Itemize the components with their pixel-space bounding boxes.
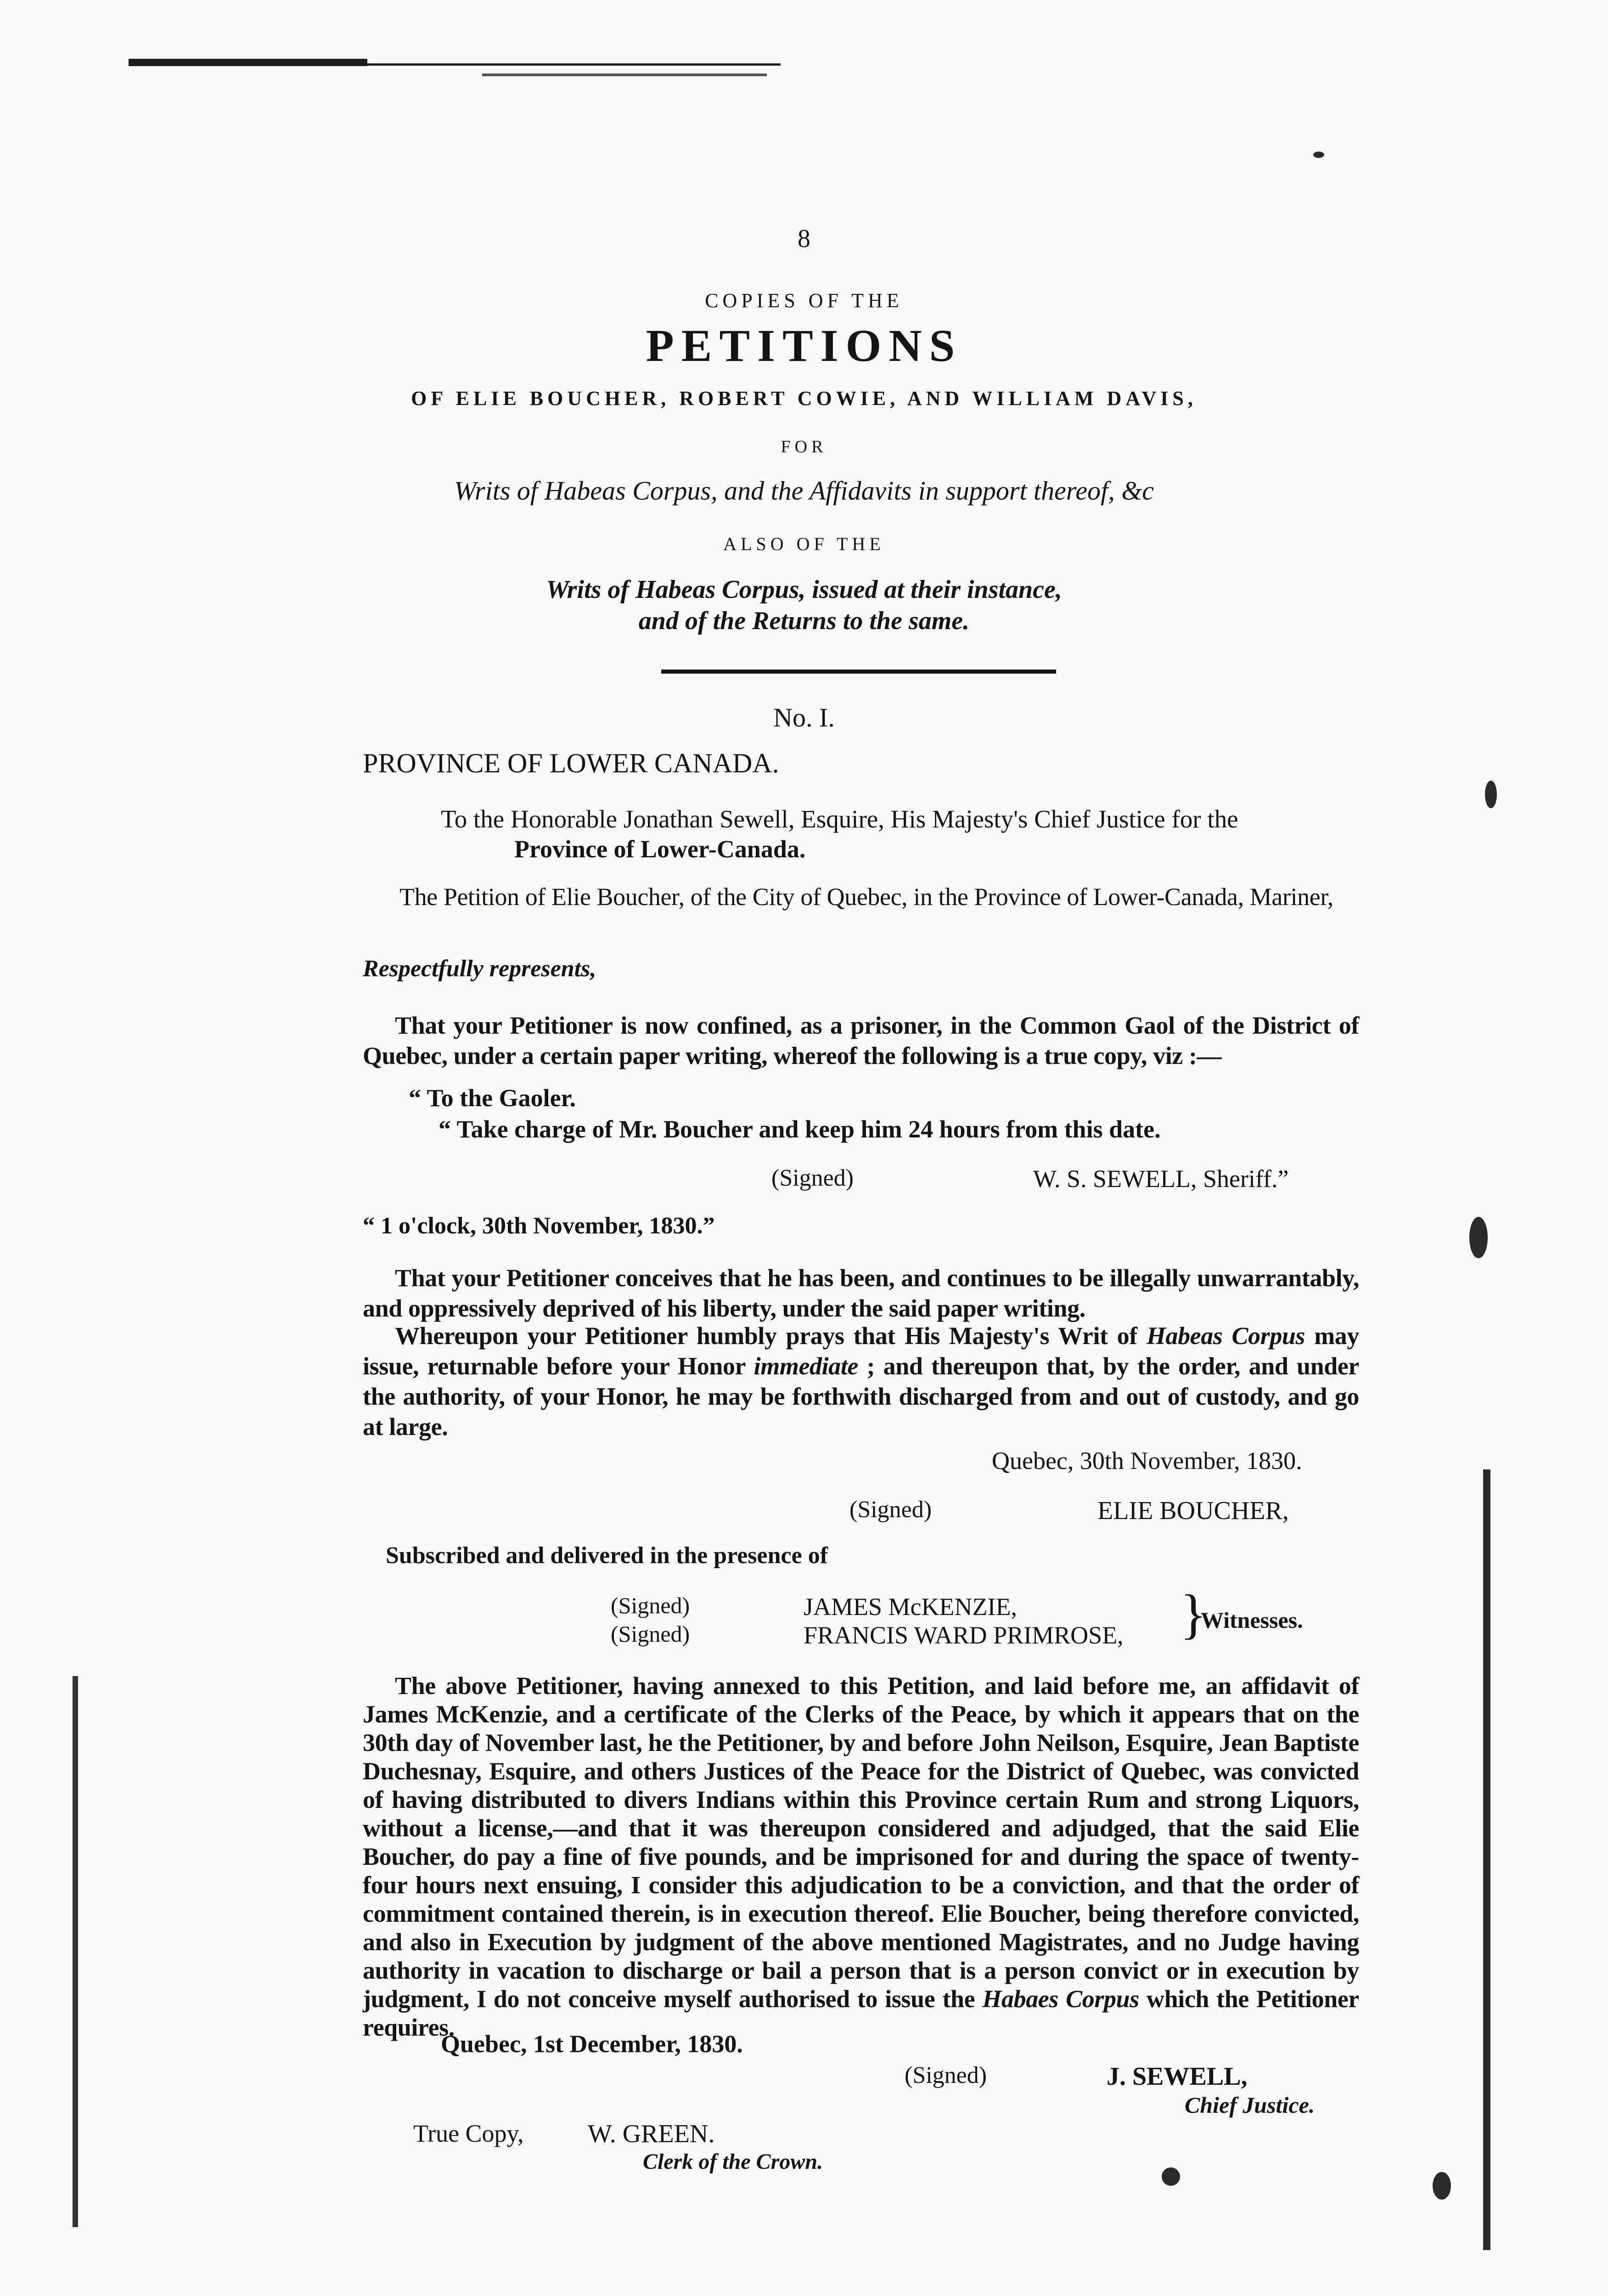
para3-after: ; and thereupon that, by the order, and under the authority, of your Honor, he may be forthwith discharged from and out of custody, and go at large. [363, 1352, 1360, 1441]
ink-speck [1469, 1217, 1488, 1258]
signer-signed-label: (Signed) [849, 1497, 932, 1523]
scan-edge-top [129, 59, 367, 66]
oclock-date: “ 1 o'clock, 30th November, 1830.” [363, 1213, 715, 1239]
ink-speck [1433, 2172, 1451, 2200]
also-of-the: ALSO OF THE [723, 534, 885, 554]
page-number: 8 [798, 225, 810, 253]
section-number: No. I. [773, 703, 835, 732]
scan-edge-top [482, 73, 767, 76]
sheriff-signature: W. S. SEWELL, Sheriff.” [1033, 1165, 1289, 1193]
ink-speck [1162, 2167, 1180, 2186]
witness-2-signed-label: (Signed) [611, 1621, 690, 1647]
writs-line: Writs of Habeas Corpus, and the Affidavits in support thereof, &c [454, 476, 1154, 506]
para3-before: Whereupon your Petitioner humbly prays that His Majesty's Writ of [395, 1322, 1147, 1350]
subscribed-line: Subscribed and delivered in the presence of [386, 1542, 828, 1569]
clerk-name: W. GREEN. [588, 2120, 715, 2148]
for-label: FOR [781, 437, 827, 456]
petitioner-signature: ELIE BOUCHER, [1097, 1497, 1289, 1525]
copies-of-the: COPIES OF THE [705, 289, 903, 312]
witnesses-label: Witnesses. [1201, 1607, 1303, 1633]
judgment-paragraph [363, 1671, 1359, 2042]
witness-2-name: FRANCIS WARD PRIMROSE, [804, 1621, 1124, 1649]
para3-habeas: Habeas Corpus [1146, 1322, 1305, 1350]
scan-edge-top [367, 63, 781, 66]
judgment-date: Quebec, 1st December, 1830. [441, 2030, 743, 2058]
scan-edge-right [1483, 1469, 1490, 2250]
quote-gaoler: “ To the Gaoler. [409, 1084, 576, 1112]
address-line-2: Province of Lower-Canada. [514, 835, 806, 863]
petitioner-names: OF ELIE BOUCHER, ROBERT COWIE, AND WILLIAM DAVIS, [411, 387, 1197, 410]
page-title: PETITIONS [646, 320, 962, 371]
judgment-before: The above Petitioner, having annexed to this Petition, and laid before me, an affidavit of James McKenzie, and a certificate of the Clerks of the Peace, by which it appears that on the 30th day of November last, he the Petitioner, by and before John Neilson, Esquire, Jean Baptiste Duchesnay, Esquire, and others Justices of the Peace for the District of Quebec, was convicted of having distributed to divers Indians within this Province certain Rum and strong Liquors, without a license,—and that it was thereupon considered and adjudged, that the said Elie Boucher, do pay a fine of five pounds, and be imprisoned for and during the space of twenty-four hours next ensuing, I consider this adjudication to be a conviction, and that the order of commitment contained therein, is in execution thereof. Elie Boucher, being therefore convicted, and also in Execution by judgment of the above mentioned Magistrates, and no Judge having authority in vacation to discharge or bail a person that is a person convict or in execution by judgment, I do not conceive myself authorised to issue the [363, 1672, 1359, 2013]
chief-justice-title: Chief Justice. [1185, 2092, 1315, 2118]
writs-issued-line-1: Writs of Habeas Corpus, issued at their instance, [546, 575, 1062, 604]
witness-1-signed-label: (Signed) [611, 1593, 690, 1618]
clerk-title: Clerk of the Crown. [643, 2150, 823, 2174]
judgment-signed-label: (Signed) [905, 2062, 987, 2088]
petition-paragraph-3 [363, 1321, 1359, 1442]
para3-immediate: immediate [753, 1352, 859, 1380]
true-copy-label: True Copy, [413, 2120, 524, 2147]
petition-paragraph-2: That your Petitioner conceives that he has been, and continues to be illegally unwarrantably, and oppressively deprived of his liberty, under the said paper writing. [363, 1264, 1359, 1322]
scan-edge-left [73, 1676, 78, 2227]
address-line-1: To the Honorable Jonathan Sewell, Esquire, His Majesty's Chief Justice for the [441, 805, 1238, 833]
witness-1-name: JAMES McKENZIE, [804, 1593, 1017, 1621]
ink-speck [1313, 152, 1324, 158]
petition-intro: The Petition of Elie Boucher, of the City of Quebec, in the Province of Lower-Canada, Mariner, [399, 883, 1333, 911]
header-divider [661, 670, 1056, 674]
sheriff-signed-label: (Signed) [771, 1165, 854, 1191]
ink-speck [1485, 781, 1497, 808]
writs-issued-line-2: and of the Returns to the same. [638, 607, 970, 635]
respectfully-represents: Respectfully represents, [363, 956, 596, 982]
para3-mid: may issue, returnable before your Honor [363, 1322, 1359, 1380]
judgment-after: which the Petitioner requires. [363, 1985, 1359, 2041]
quote-take-charge: “ Take charge of Mr. Boucher and keep him 24 hours from this date. [439, 1115, 1161, 1143]
chief-justice-signature: J. SEWELL, [1107, 2062, 1248, 2091]
province-heading: PROVINCE OF LOWER CANADA. [363, 748, 779, 778]
judgment-habeas: Habaes Corpus [982, 1985, 1139, 2013]
petition-date: Quebec, 30th November, 1830. [992, 1447, 1302, 1474]
witness-brace: } [1180, 1583, 1207, 1644]
petition-paragraph-1: That your Petitioner is now confined, as a prisoner, in the Common Gaol of the District of Quebec, under a certain paper writing, whereof the following is a true copy, viz :— [363, 1012, 1359, 1069]
